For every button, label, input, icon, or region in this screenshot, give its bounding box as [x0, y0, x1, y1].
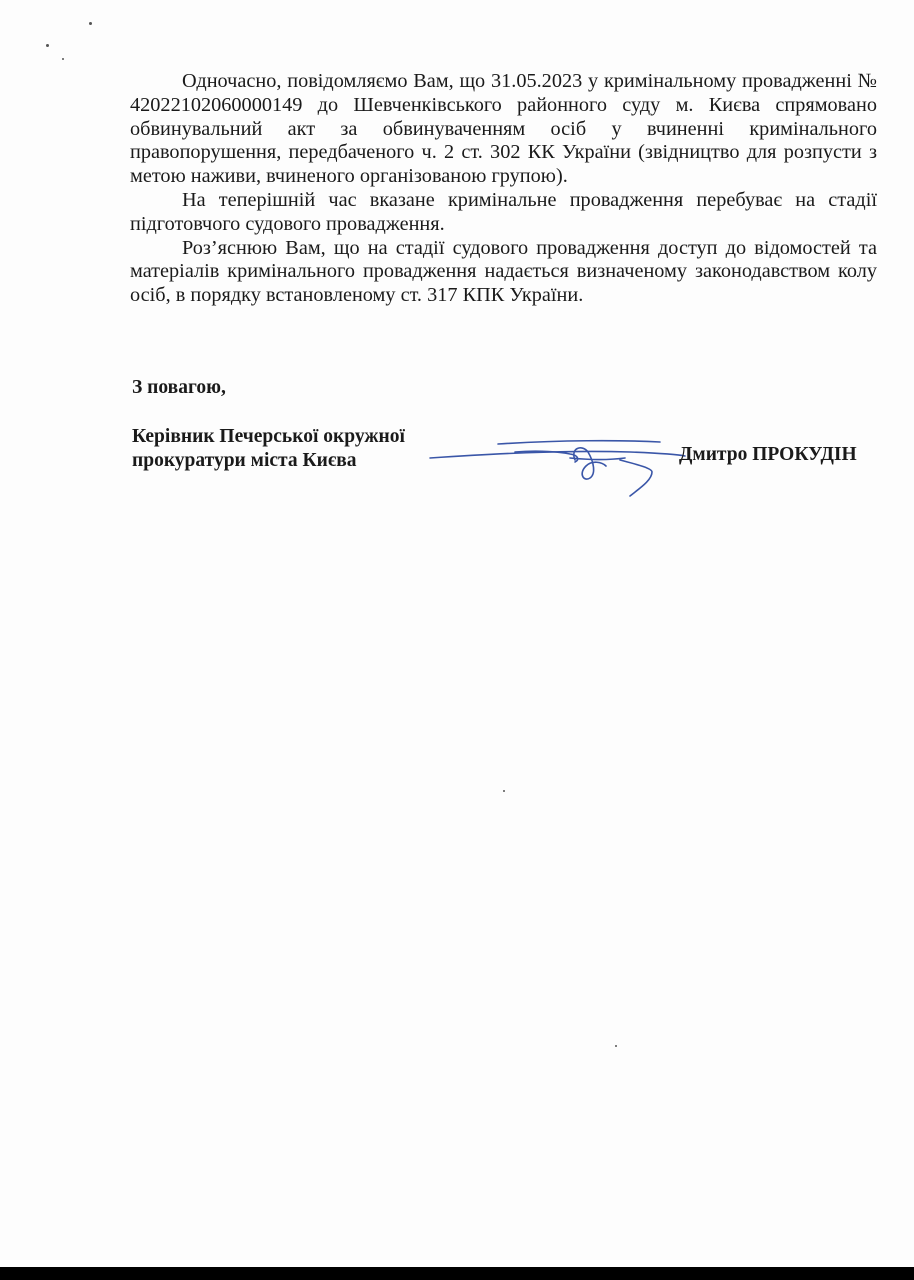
signatory-name: Дмитро ПРОКУДІН — [679, 444, 857, 465]
closing-salutation: З повагою, — [132, 377, 226, 398]
letter-body — [130, 70, 877, 308]
signatory-position-line1: Керівник Печерської окружної — [132, 426, 405, 447]
scan-bottom-edge — [0, 1267, 914, 1280]
scan-speck — [46, 44, 49, 47]
paragraph-court-notice: Одночасно, повідомляємо Вам, що 31.05.2023 у кримінальному провадженні № 42022102060000149 до Шевченківського районного суду м. Києва спрямовано обвинувальний акт за обвинуваченням осіб у вчиненні кримінального правопорушення, передбаченого ч. 2 ст. 302 КК України (звідництво для розпусти з метою наживи, вчиненого організованою групою). — [130, 70, 877, 188]
paragraph-access-explanation: Роз’яснюю Вам, що на стадії судового провадження доступ до відомостей та матеріалів кримінального провадження надається визначеному законодавством колу осіб, в порядку встановленому ст. 317 КПК України. — [130, 236, 877, 307]
scan-speck — [62, 58, 64, 60]
signatory-position-line2: прокуратури міста Києва — [132, 450, 357, 471]
scan-speck — [503, 790, 505, 792]
scan-speck — [89, 22, 92, 25]
handwritten-signature — [420, 430, 690, 510]
scan-speck — [615, 1045, 617, 1047]
signatory-position — [132, 425, 405, 473]
paragraph-proceedings-stage: На теперішній час вказане кримінальне провадження перебуває на стадії підготовчого судового провадження. — [130, 188, 877, 235]
